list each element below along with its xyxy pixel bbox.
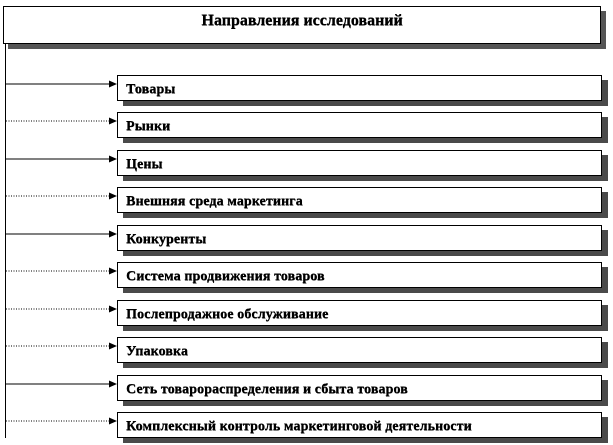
connector-arrow (6, 304, 117, 314)
arrow-icon (6, 154, 117, 164)
research-item-box (117, 375, 602, 401)
research-item-label: Комплексный контроль маркетинговой деятельности (126, 419, 472, 434)
research-item-label: Товары (126, 82, 176, 97)
research-item-box (117, 225, 602, 251)
connector-arrow (6, 116, 117, 126)
arrow-head (109, 193, 117, 200)
arrow-head (109, 306, 117, 313)
research-item-label: Цены (126, 157, 163, 172)
header-box (3, 6, 601, 44)
research-item-label: Система продвижения товаров (126, 269, 325, 284)
research-item-box (117, 75, 602, 101)
arrow-icon (6, 116, 117, 126)
research-item-box (117, 262, 602, 288)
research-item-label: Конкуренты (126, 232, 207, 247)
arrow-head (109, 231, 117, 238)
arrow-icon (6, 229, 117, 239)
arrow-icon (6, 191, 117, 201)
arrow-head (109, 156, 117, 163)
connector-arrow (6, 79, 117, 89)
diagram-title: Направления исследований (201, 12, 403, 29)
arrow-head (109, 343, 117, 350)
research-item-label: Упаковка (126, 344, 188, 359)
research-item-label: Сеть товарораспределения и сбыта товаров (126, 382, 408, 397)
research-item-label: Внешняя среда маркетинга (126, 194, 303, 209)
connector-arrow (6, 266, 117, 276)
connector-arrow (6, 229, 117, 239)
arrow-icon (6, 266, 117, 276)
arrow-head (109, 418, 117, 425)
research-item-box (117, 150, 602, 176)
research-item-box (117, 412, 602, 438)
arrow-icon (6, 416, 117, 426)
research-item-box (117, 187, 602, 213)
connector-arrow (6, 379, 117, 389)
arrow-head (109, 81, 117, 88)
connector-arrow (6, 191, 117, 201)
arrow-icon (6, 304, 117, 314)
research-item-label: Рынки (126, 119, 171, 134)
arrow-head (109, 381, 117, 388)
connector-arrow (6, 341, 117, 351)
research-item-box (117, 112, 602, 138)
research-item-box (117, 337, 602, 363)
arrow-icon (6, 379, 117, 389)
arrow-head (109, 268, 117, 275)
arrow-icon (6, 79, 117, 89)
connector-arrow (6, 154, 117, 164)
arrow-head (109, 118, 117, 125)
research-item-box (117, 300, 602, 326)
arrow-icon (6, 341, 117, 351)
connector-arrow (6, 416, 117, 426)
research-item-label: Послепродажное обслуживание (126, 307, 329, 322)
